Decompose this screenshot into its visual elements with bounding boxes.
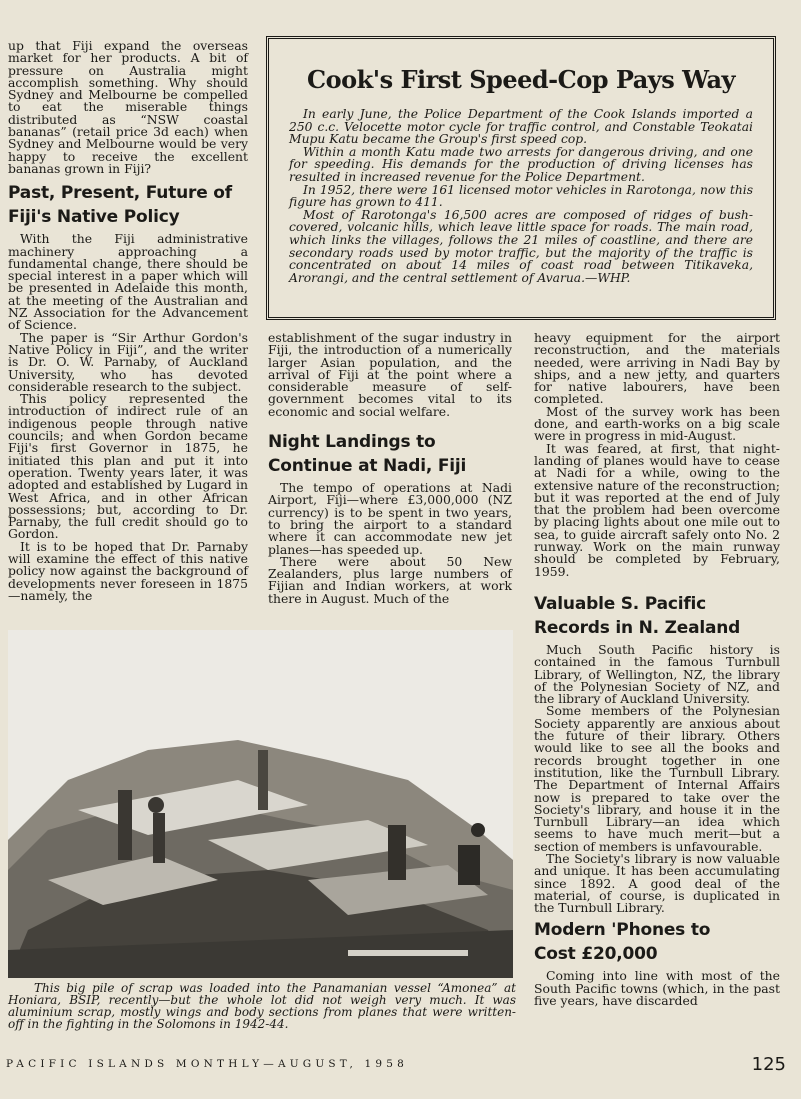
paragraph: Coming into line with most of the South Pacific towns (which, in the past five years, have discarded [534, 968, 780, 1009]
paragraph: It was feared, at first, that night-landing of planes would have to cease at Nadi for a while, owing to the extensive nature of the reconstruction; but it was reported at the end of July that the problem had been overcome by placing lights about one mile out to sea, to guide aircraft safely onto No. 2 runway. Work on the main runway should be completed by February, 1959. [534, 440, 780, 579]
paragraph: Most of Rarotonga's 16,500 acres are composed of ridges of bush-covered, volcanic hills, which leave little space for roads. The main road, which links the villages, follows the 21 miles of coastline, and there are secondary roads used by motor traffic, but the majority of the traffic is concentrated on about 14 miles of coast road between Titikaveka, Arorangi, and the central settlement of Avarua.—WHP. [289, 207, 753, 285]
column-left [8, 40, 248, 602]
heading-line-1: Night Landings to [268, 432, 436, 453]
article-heading [8, 181, 248, 229]
photo-caption [8, 982, 516, 1030]
paragraph: In 1952, there were 161 licensed motor vehicles in Rarotonga, now this figure has grown to 411. [289, 182, 753, 210]
article-continuation: establishment of the sugar industry in Fiji, the introduction of a numerically larger Asian population, and the arrival of Fiji at the point where a considerable measure of self-government becomes vital to its economic and social welfare. [268, 330, 512, 419]
heading-line-1: Modern 'Phones to [534, 920, 711, 941]
column-middle [268, 332, 512, 605]
heading-line-1: Past, Present, Future of [8, 183, 232, 204]
paragraph: With the Fiji administrative machinery approaching a fundamental change, there should be special interest in a paper which will be presented in Adelaide this month, at the meeting of the Australian and NZ Association for the Advancement of Science. [8, 231, 248, 333]
column-right [534, 332, 780, 1007]
paragraph: Much South Pacific history is contained in the famous Turnbull Library, of Wellington, NZ, the library of the Polynesian Society of NZ, and the library of Auckland University. [534, 641, 780, 707]
paragraph: There were about 50 New Zealanders, plus large numbers of Fijian and Indian workers, at work there in August. Much of the [268, 553, 512, 606]
paragraph: Some members of the Polynesian Society apparently are anxious about the future of their library. Others would like to see all the books and records brought together in one institution, like the Turnbull Library. The Department of Internal Affairs now is prepared to take over the Society's library, and house it in the Turnbull Library—an idea which seems to have much merit—but a section of members is unfavourable. [534, 703, 780, 854]
article-heading [534, 592, 780, 640]
paragraph: The Society's library is now valuable and unique. It has been accumulating since 1892. A good deal of the material, of course, is duplicated in the Turnbull Library. [534, 850, 780, 916]
scrap-pile-photo [8, 630, 513, 978]
heading-line-2: Cost £20,000 [534, 944, 658, 965]
article-heading [268, 430, 512, 478]
heading-line-2: Records in N. Zealand [534, 617, 741, 638]
paragraph: This policy represented the introduction of indirect rule of an indigenous people through native councils; and when Gordon became Fiji's first Governor in 1875, he initiated this plan and put it into operation. Twenty years later, it was adopted and established by Lugard in West Africa, and in other African possessions; but, according to Dr. Parnaby, the full credit should go to Gordon. [8, 391, 248, 542]
article-continuation: up that Fiji expand the overseas market for her products. A bit of pressure on Australia might accomplish something. Why should Sydney and Melbourne be compelled to eat the miserable things distributed as “NSW coastal bananas” (retail price 3d each) when Sydney and Melbourne would be very happy to receive the excellent bananas grown in Fiji? [8, 38, 248, 176]
caption-text: This big pile of scrap was loaded into the Panamanian vessel “Amonea” at Honiara, BSIP, recently—but the whole lot did not weigh very much. It was aluminium scrap, mostly wings and body sections from planes that were written-off in the fighting in the Solomons in 1942-44. [8, 981, 516, 1031]
boxed-article-title: Cook's First Speed-Cop Pays Way [307, 65, 735, 94]
paragraph: The tempo of operations at Nadi Airport, Fiji—where £3,000,000 (NZ currency) is to be spent in two years, to bring the airport to a standard where it can accommodate new jet planes—has speeded up. [268, 480, 512, 557]
boxed-article [266, 36, 776, 320]
paragraph: In early June, the Police Department of the Cook Islands imported a 250 c.c. Velocette motor cycle for traffic control, and Constable Teokatai Mupu Katu became the Group's first speed cop. [289, 107, 753, 147]
paragraph: Most of the survey work has been done, and earth-works on a big scale were in progress in mid-August. [534, 403, 780, 444]
heading-line-1: Valuable S. Pacific [534, 593, 707, 614]
page-number: 125 [751, 1054, 786, 1075]
heading-line-2: Continue at Nadi, Fiji [268, 456, 467, 477]
paragraph: Within a month Katu made two arrests for dangerous driving, and one for speeding. His demands for the production of driving licenses has resulted in increased revenue for the Police Department. [289, 144, 753, 184]
paragraph: The paper is “Sir Arthur Gordon's Native Policy in Fiji”, and the writer is Dr. O. W. Parnaby, of Auckland University, who has devoted considerable research to the subject. [8, 329, 248, 394]
publication-name: PACIFIC ISLANDS MONTHLY—AUGUST, 1958 [6, 1058, 409, 1070]
article-continuation: heavy equipment for the airport reconstruction, and the materials needed, were arriving in Nadi Bay by ships, and a new jetty, and quarters for native labourers, have been completed. [534, 330, 780, 407]
article-heading [534, 918, 780, 966]
paragraph: It is to be hoped that Dr. Parnaby will examine the effect of this native policy now against the background of developments never foreseen in 1875—namely, the [8, 538, 248, 603]
heading-line-2: Fiji's Native Policy [8, 207, 180, 228]
page-footer [6, 1052, 786, 1078]
scrap-pile-illustration [8, 630, 513, 978]
